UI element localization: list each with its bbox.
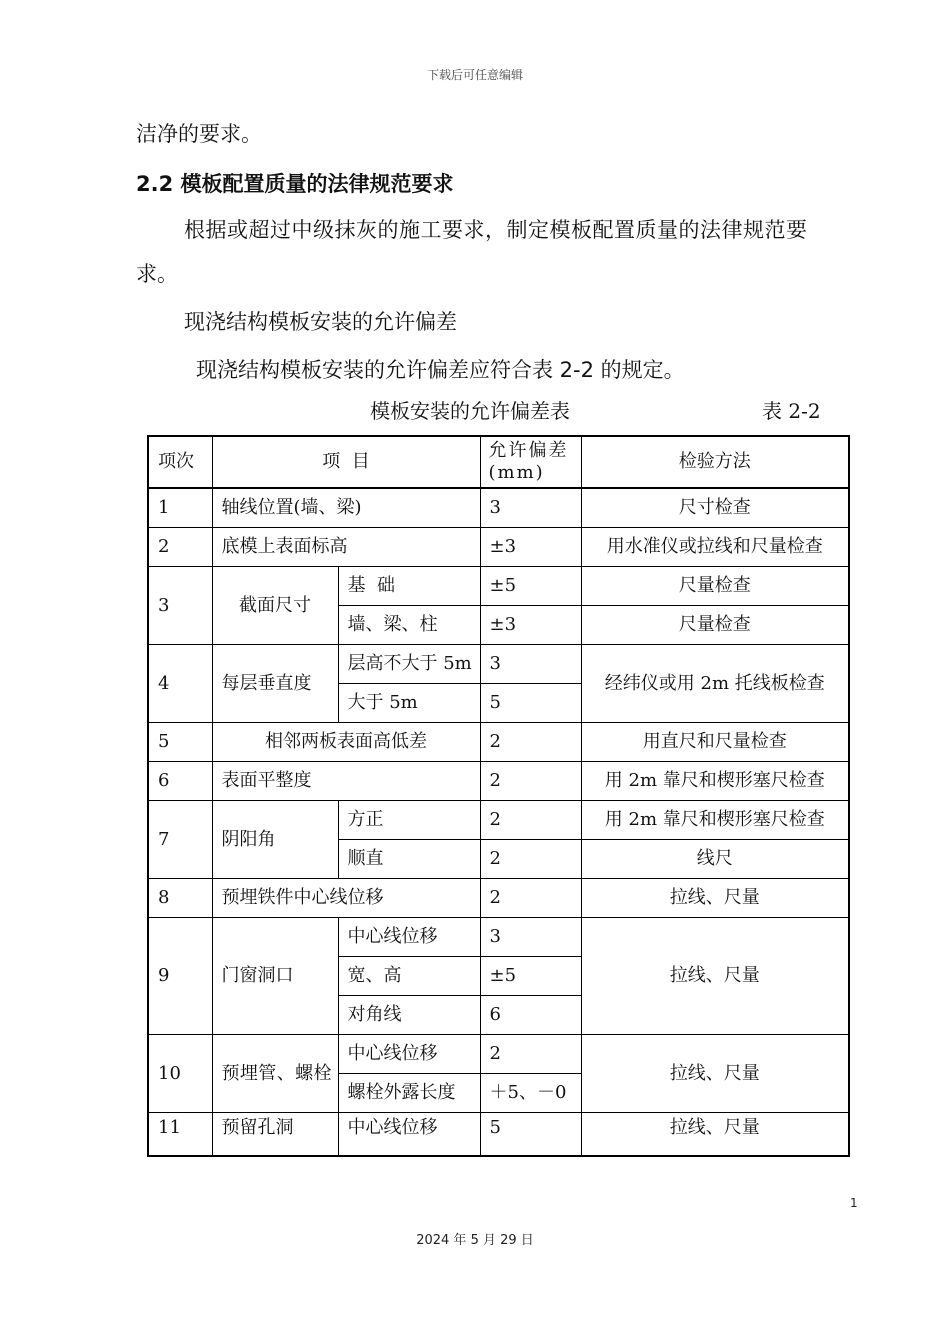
row-sub-item: 螺栓外露长度 [338,1074,480,1113]
row-item: 预埋管、螺栓 [212,1035,338,1113]
row-item: 每层垂直度 [212,645,338,723]
table-row [148,645,849,684]
row-item: 相邻两板表面高低差 [212,723,480,762]
header-item: 项 目 [212,436,480,488]
table-row [148,723,849,762]
row-sub-item: 顺直 [338,840,480,879]
row-no: 3 [148,567,212,645]
row-no: 7 [148,801,212,879]
row-sub-item: 方正 [338,801,480,840]
section-heading: 2.2 模板配置质量的法律规范要求 [136,172,454,196]
row-tolerance: 3 [480,488,581,528]
row-method: 拉线、尺量 [581,879,849,918]
row-item: 预留孔洞 [212,1113,338,1157]
row-method: 用 2m 靠尺和楔形塞尺检查 [581,762,849,801]
row-item: 轴线位置(墙、梁) [212,488,480,528]
paragraph-table-ref: 现浇结构模板安装的允许偏差应符合表 2-2 的规定。 [196,358,685,382]
row-sub-item: 对角线 [338,996,480,1035]
row-method: 尺量检查 [581,606,849,645]
row-sub-item: 中心线位移 [338,1035,480,1074]
row-tolerance: ＋5、－0 [480,1074,581,1113]
table-row [148,918,849,957]
row-tolerance: ±3 [480,528,581,567]
row-method: 尺量检查 [581,567,849,606]
table-row [148,1113,849,1157]
row-item: 阴阳角 [212,801,338,879]
row-sub-item: 中心线位移 [338,1113,480,1157]
row-method: 用直尺和尺量检查 [581,723,849,762]
page-number: 1 [850,1196,858,1210]
paragraph-line-2: 求。 [136,262,178,286]
row-sub-item: 宽、高 [338,957,480,996]
row-method: 用水准仪或拉线和尺量检查 [581,528,849,567]
row-sub-item: 大于 5m [338,684,480,723]
row-tolerance: 5 [480,1113,581,1157]
table-caption-title: 模板安装的允许偏差表 [370,399,570,423]
row-item: 门窗洞口 [212,918,338,1035]
paragraph-continuation: 洁净的要求。 [136,122,262,146]
row-sub-item: 中心线位移 [338,918,480,957]
table-row [148,488,849,528]
row-sub-item: 层高不大于 5m [338,645,480,684]
row-no: 4 [148,645,212,723]
paragraph-line-1: 根据或超过中级抹灰的施工要求，制定模板配置质量的法律规范要 [184,218,808,242]
row-method: 尺寸检查 [581,488,849,528]
tolerance-table [147,435,850,1157]
table-row [148,567,849,606]
row-tolerance: 2 [480,723,581,762]
table-row [148,1035,849,1074]
row-tolerance: 3 [480,645,581,684]
page-footer-date: 2024 年 5 月 29 日 [416,1233,534,1248]
row-tolerance: 3 [480,918,581,957]
row-no: 5 [148,723,212,762]
row-sub-item: 基 础 [338,567,480,606]
row-method: 拉线、尺量 [581,918,849,1035]
row-tolerance: 2 [480,879,581,918]
table-row [148,528,849,567]
row-tolerance: ±5 [480,567,581,606]
row-tolerance: 2 [480,801,581,840]
row-no: 11 [148,1113,212,1157]
row-no: 1 [148,488,212,528]
row-method: 线尺 [581,840,849,879]
row-no: 8 [148,879,212,918]
row-sub-item: 墙、梁、柱 [338,606,480,645]
row-method: 经纬仪或用 2m 托线板检查 [581,645,849,723]
row-no: 9 [148,918,212,1035]
page-header: 下载后可任意编辑 [426,68,523,82]
row-no: 6 [148,762,212,801]
row-tolerance: 5 [480,684,581,723]
row-tolerance: 6 [480,996,581,1035]
row-method: 拉线、尺量 [581,1035,849,1113]
row-no: 2 [148,528,212,567]
row-tolerance: ±3 [480,606,581,645]
table-row [148,879,849,918]
table-row [148,762,849,801]
table-header-row [148,436,849,488]
row-item: 底模上表面标高 [212,528,480,567]
row-tolerance: ±5 [480,957,581,996]
row-tolerance: 2 [480,840,581,879]
table-caption-number: 表 2-2 [762,399,821,423]
row-tolerance: 2 [480,762,581,801]
header-no: 项次 [148,436,212,488]
row-item: 截面尺寸 [212,567,338,645]
header-method: 检验方法 [581,436,849,488]
header-tolerance: 允许偏差(mm) [480,436,581,488]
row-method: 拉线、尺量 [581,1113,849,1157]
row-item: 表面平整度 [212,762,480,801]
row-method: 用 2m 靠尺和楔形塞尺检查 [581,801,849,840]
subsection-title: 现浇结构模板安装的允许偏差 [184,310,457,334]
row-item: 预埋铁件中心线位移 [212,879,480,918]
table-row [148,801,849,840]
row-no: 10 [148,1035,212,1113]
row-tolerance: 2 [480,1035,581,1074]
